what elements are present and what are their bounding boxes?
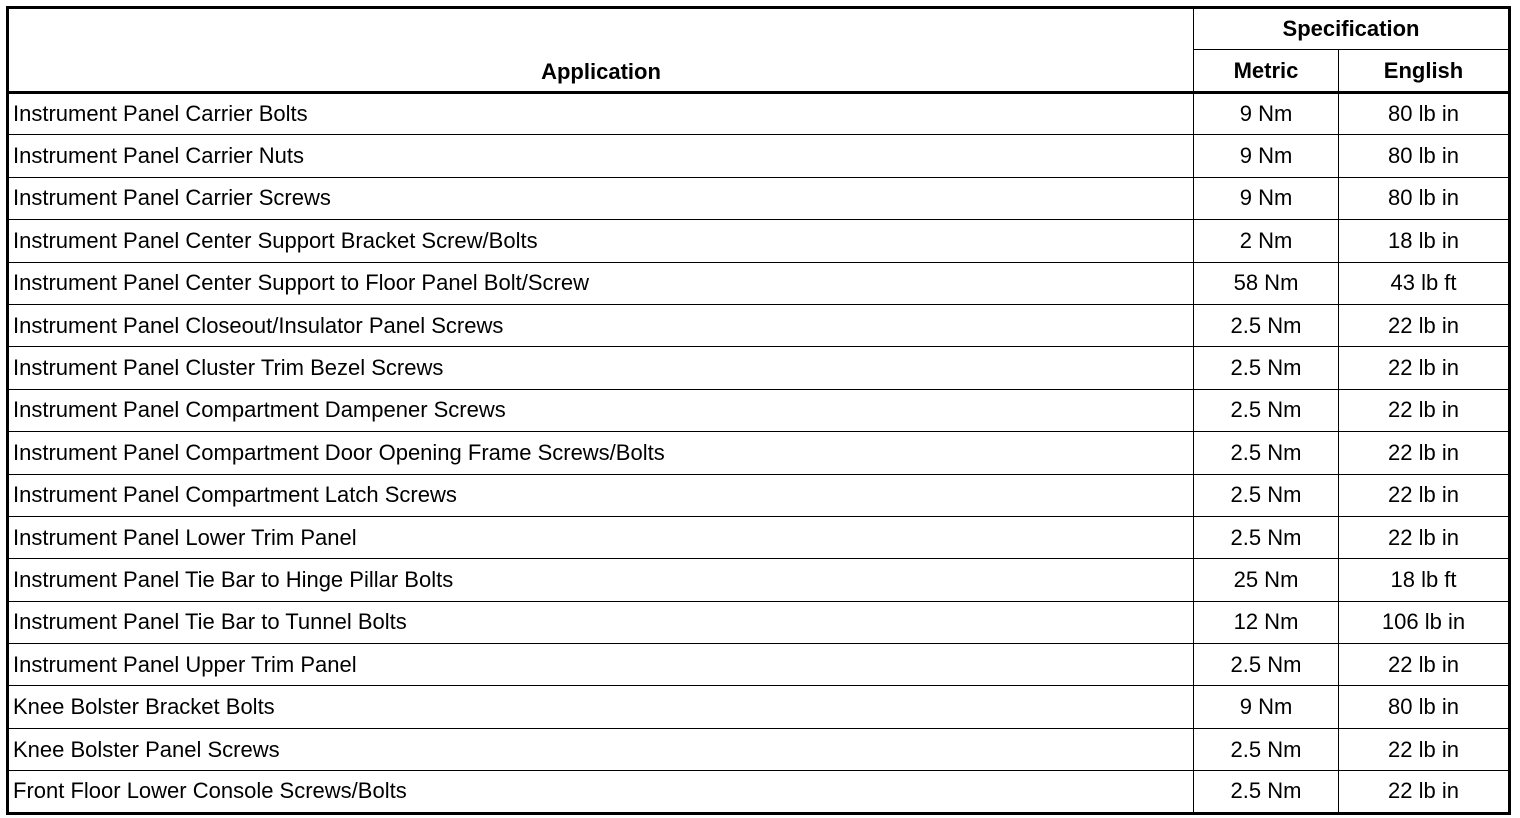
specification-column-header: Specification <box>1194 8 1510 50</box>
table-row <box>8 474 1510 516</box>
application-cell: Instrument Panel Closeout/Insulator Panel Screws <box>8 304 1194 346</box>
metric-cell: 2.5 Nm <box>1194 432 1339 474</box>
metric-column-header: Metric <box>1194 50 1339 93</box>
application-cell: Instrument Panel Upper Trim Panel <box>8 644 1194 686</box>
metric-cell: 9 Nm <box>1194 686 1339 728</box>
english-column-header: English <box>1339 50 1510 93</box>
table-row <box>8 93 1510 135</box>
application-column-header: Application <box>8 8 1194 93</box>
table-row <box>8 432 1510 474</box>
english-cell: 22 lb in <box>1339 347 1510 389</box>
header-row-top <box>8 8 1510 50</box>
application-cell: Instrument Panel Compartment Dampener Screws <box>8 389 1194 431</box>
application-cell: Instrument Panel Carrier Screws <box>8 177 1194 219</box>
english-cell: 18 lb ft <box>1339 559 1510 601</box>
application-cell: Instrument Panel Tie Bar to Hinge Pillar Bolts <box>8 559 1194 601</box>
table-body <box>8 93 1510 814</box>
english-cell: 22 lb in <box>1339 432 1510 474</box>
metric-cell: 25 Nm <box>1194 559 1339 601</box>
metric-cell: 2.5 Nm <box>1194 771 1339 813</box>
table-row <box>8 559 1510 601</box>
english-cell: 22 lb in <box>1339 516 1510 558</box>
application-cell: Instrument Panel Compartment Door Opening Frame Screws/Bolts <box>8 432 1194 474</box>
english-cell: 80 lb in <box>1339 93 1510 135</box>
table-row <box>8 389 1510 431</box>
metric-cell: 2.5 Nm <box>1194 474 1339 516</box>
english-cell: 43 lb ft <box>1339 262 1510 304</box>
application-cell: Instrument Panel Carrier Bolts <box>8 93 1194 135</box>
metric-cell: 2.5 Nm <box>1194 347 1339 389</box>
table-row <box>8 601 1510 643</box>
application-cell: Instrument Panel Center Support to Floor Panel Bolt/Screw <box>8 262 1194 304</box>
application-cell: Instrument Panel Carrier Nuts <box>8 135 1194 177</box>
english-cell: 18 lb in <box>1339 220 1510 262</box>
metric-cell: 9 Nm <box>1194 177 1339 219</box>
table-row <box>8 644 1510 686</box>
english-cell: 22 lb in <box>1339 728 1510 770</box>
application-cell: Instrument Panel Lower Trim Panel <box>8 516 1194 558</box>
english-cell: 22 lb in <box>1339 474 1510 516</box>
application-cell: Knee Bolster Panel Screws <box>8 728 1194 770</box>
application-cell: Knee Bolster Bracket Bolts <box>8 686 1194 728</box>
metric-cell: 12 Nm <box>1194 601 1339 643</box>
table-row <box>8 728 1510 770</box>
table-row <box>8 686 1510 728</box>
metric-cell: 9 Nm <box>1194 135 1339 177</box>
application-cell: Instrument Panel Tie Bar to Tunnel Bolts <box>8 601 1194 643</box>
application-cell: Instrument Panel Compartment Latch Screws <box>8 474 1194 516</box>
english-cell: 80 lb in <box>1339 135 1510 177</box>
table-row <box>8 177 1510 219</box>
metric-cell: 9 Nm <box>1194 93 1339 135</box>
english-cell: 22 lb in <box>1339 304 1510 346</box>
table-row <box>8 771 1510 813</box>
english-cell: 22 lb in <box>1339 771 1510 813</box>
application-cell: Front Floor Lower Console Screws/Bolts <box>8 771 1194 813</box>
metric-cell: 58 Nm <box>1194 262 1339 304</box>
metric-cell: 2.5 Nm <box>1194 516 1339 558</box>
table-row <box>8 220 1510 262</box>
english-cell: 22 lb in <box>1339 389 1510 431</box>
metric-cell: 2 Nm <box>1194 220 1339 262</box>
fastener-specification-table <box>6 6 1511 815</box>
english-cell: 22 lb in <box>1339 644 1510 686</box>
table-row <box>8 135 1510 177</box>
table-row <box>8 516 1510 558</box>
metric-cell: 2.5 Nm <box>1194 644 1339 686</box>
metric-cell: 2.5 Nm <box>1194 304 1339 346</box>
metric-cell: 2.5 Nm <box>1194 389 1339 431</box>
application-cell: Instrument Panel Cluster Trim Bezel Screws <box>8 347 1194 389</box>
table-row <box>8 262 1510 304</box>
metric-cell: 2.5 Nm <box>1194 728 1339 770</box>
english-cell: 106 lb in <box>1339 601 1510 643</box>
english-cell: 80 lb in <box>1339 686 1510 728</box>
table-header <box>8 8 1510 93</box>
application-cell: Instrument Panel Center Support Bracket Screw/Bolts <box>8 220 1194 262</box>
table-row <box>8 347 1510 389</box>
english-cell: 80 lb in <box>1339 177 1510 219</box>
table-row <box>8 304 1510 346</box>
